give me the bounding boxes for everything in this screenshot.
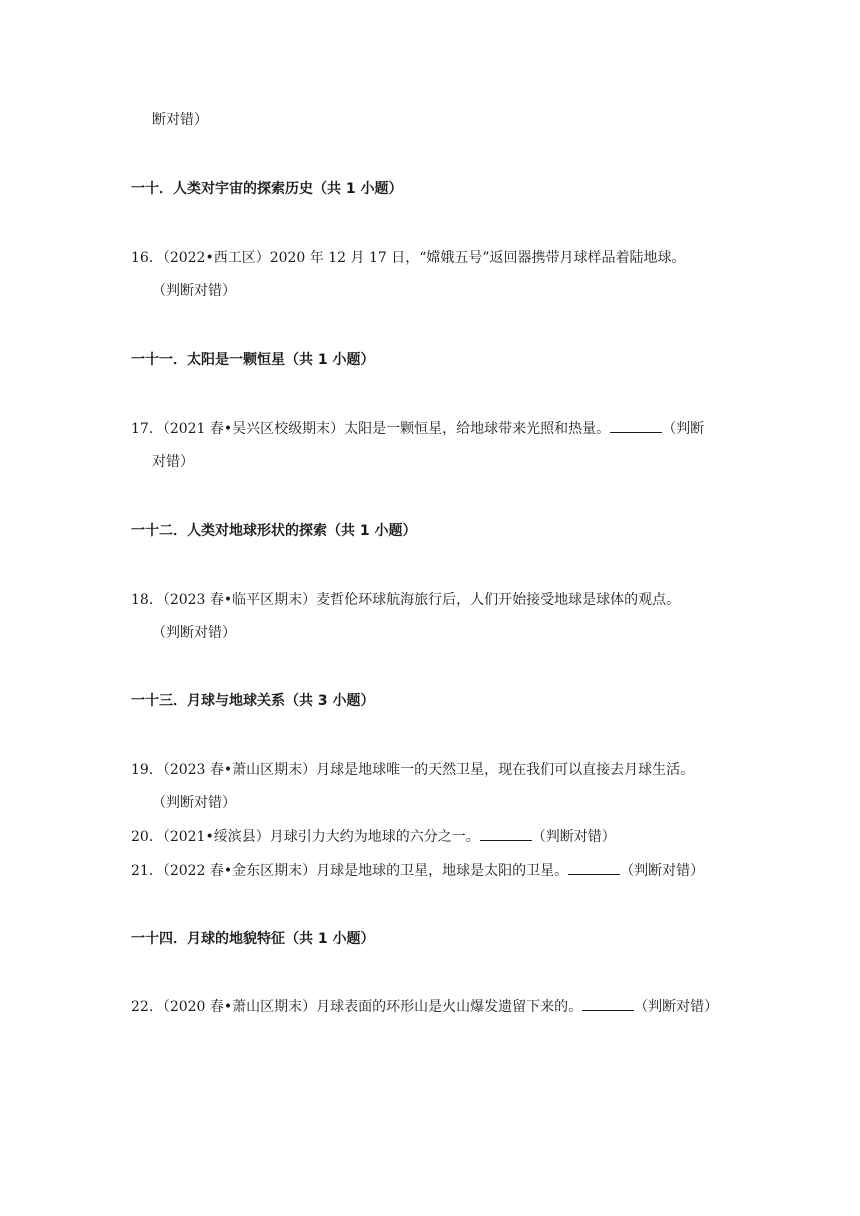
text: 断对错） <box>152 112 208 128</box>
question-19-line1: 19．（2023 春•萧山区期末）月球是地球唯一的天然卫星，现在我们可以直接去月球生活。 <box>131 762 695 778</box>
answer-blank[interactable] <box>582 997 634 1011</box>
question-16-line2: （判断对错） <box>152 283 236 299</box>
question-text: 17．（2021 春•吴兴区校级期末）太阳是一颗恒星，给地球带来光照和热量。 <box>131 421 611 437</box>
question-19-line2: （判断对错） <box>152 795 236 811</box>
question-text: 20．（2021•绥滨县）月球引力大约为地球的六分之一。 <box>131 829 480 845</box>
section-heading-12: 一十二．人类对地球形状的探索（共 1 小题） <box>131 523 417 539</box>
question-continuation <box>152 110 208 130</box>
section-heading-13: 一十三．月球与地球关系（共 3 小题） <box>131 693 375 709</box>
section-heading-10: 一十．人类对宇宙的探索历史（共 1 小题） <box>131 181 403 197</box>
question-18-line1: 18．（2023 春•临平区期末）麦哲伦环球航海旅行后，人们开始接受地球是球体的观点。 <box>131 592 681 608</box>
question-22 <box>131 997 718 1017</box>
question-text: 21．（2022 春•金东区期末）月球是地球的卫星，地球是太阳的卫星。 <box>131 863 569 879</box>
judge-label: （判断对错） <box>531 829 616 845</box>
judge-label: （判断 <box>662 421 705 437</box>
question-17-line2: 对错） <box>152 454 194 470</box>
section-heading-11: 一十一．太阳是一颗恒星（共 1 小题） <box>131 352 375 368</box>
question-17-line1 <box>131 419 704 439</box>
question-text: 22．（2020 春•萧山区期末）月球表面的环形山是火山爆发遗留下来的。 <box>131 999 583 1015</box>
judge-label: （判断对错） <box>634 999 719 1015</box>
question-20 <box>131 827 616 847</box>
section-heading-14: 一十四．月球的地貌特征（共 1 小题） <box>131 931 375 947</box>
answer-blank[interactable] <box>480 827 532 841</box>
question-21 <box>131 861 704 881</box>
answer-blank[interactable] <box>610 419 662 433</box>
judge-label: （判断对错） <box>620 863 705 879</box>
question-18-line2: （判断对错） <box>152 625 236 641</box>
question-16-line1: 16．（2022•西工区）2020 年 12 月 17 日，“嫦娥五号”返回器携带月球样品着陆地球。 <box>131 250 686 266</box>
answer-blank[interactable] <box>568 861 620 875</box>
